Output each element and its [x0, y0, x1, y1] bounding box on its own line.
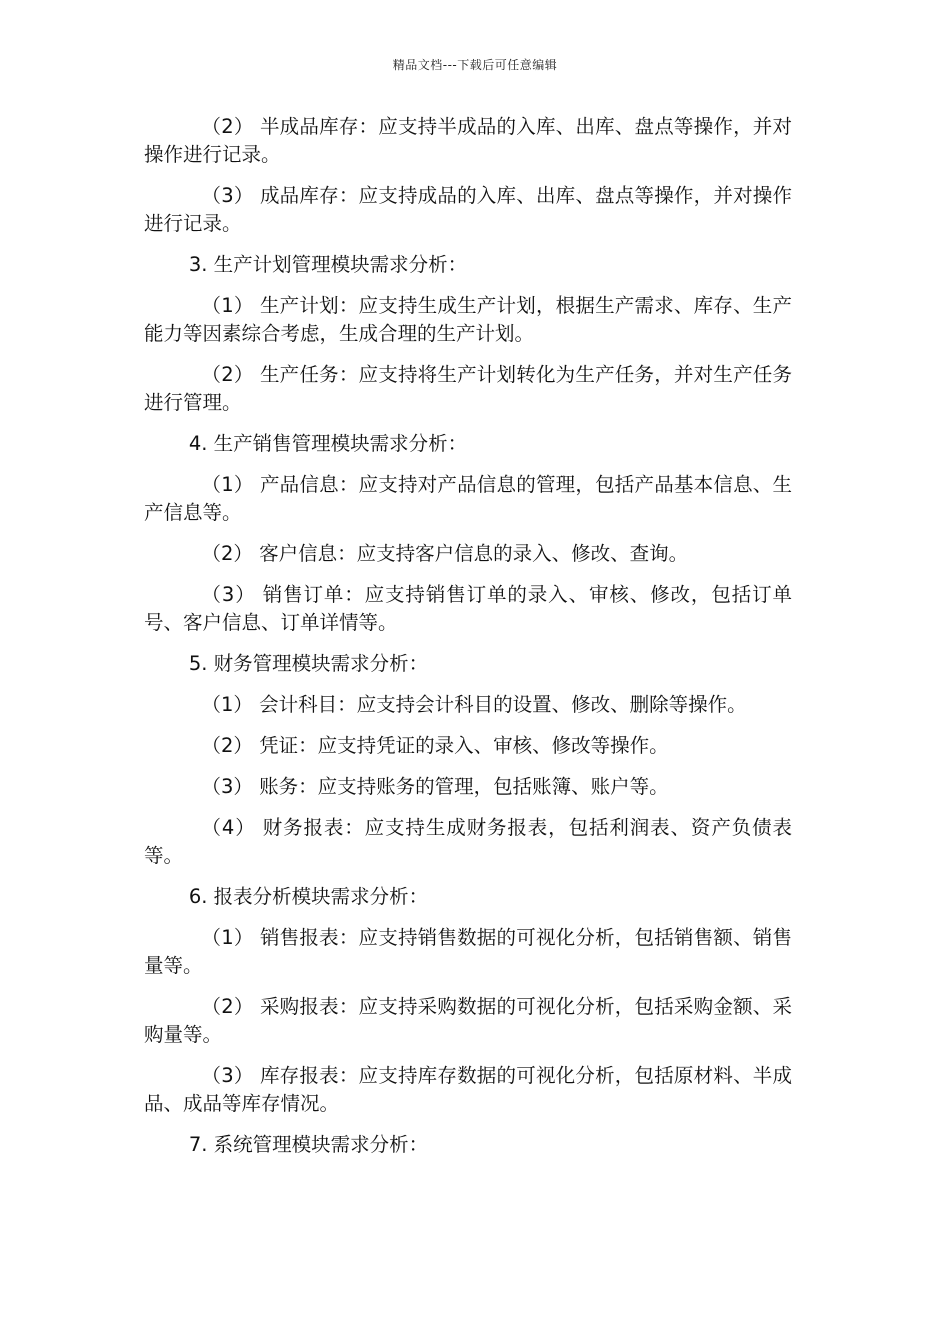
paragraph-accounting-subjects: （1） 会计科目：应支持会计科目的设置、修改、删除等操作。 [201, 693, 747, 716]
section-heading-production-sales: 4. 生产销售管理模块需求分析： [188, 432, 468, 455]
paragraph-product-info: （1） 产品信息：应支持对产品信息的管理，包括产品基本信息、生产信息等。 [144, 473, 792, 524]
paragraph-financial-statements: （4） 财务报表：应支持生成财务报表，包括利润表、资产负债表等。 [144, 816, 792, 867]
paragraph-production-plan: （1） 生产计划：应支持生成生产计划，根据生产需求、库存、生产能力等因素综合考虑，生成合理的生产计划。 [144, 294, 792, 345]
section-heading-finance: 5. 财务管理模块需求分析： [188, 652, 429, 675]
paragraph-semi-finished-inventory: （2） 半成品库存：应支持半成品的入库、出库、盘点等操作，并对操作进行记录。 [144, 115, 792, 166]
paragraph-purchase-report: （2） 采购报表：应支持采购数据的可视化分析，包括采购金额、采购量等。 [144, 995, 792, 1046]
paragraph-accounts: （3） 账务：应支持账务的管理，包括账簿、账户等。 [201, 775, 669, 798]
section-heading-production-planning: 3. 生产计划管理模块需求分析： [188, 253, 468, 276]
paragraph-finished-inventory: （3） 成品库存：应支持成品的入库、出库、盘点等操作，并对操作进行记录。 [144, 184, 792, 235]
section-heading-report-analysis: 6. 报表分析模块需求分析： [188, 885, 429, 908]
paragraph-customer-info: （2） 客户信息：应支持客户信息的录入、修改、查询。 [201, 542, 689, 565]
document-body [144, 113, 792, 1172]
paragraph-sales-order: （3） 销售订单：应支持销售订单的录入、审核、修改，包括订单号、客户信息、订单详情等。 [144, 583, 792, 634]
paragraph-sales-report: （1） 销售报表：应支持销售数据的可视化分析，包括销售额、销售量等。 [144, 926, 792, 977]
section-heading-system-management: 7. 系统管理模块需求分析： [188, 1133, 429, 1156]
paragraph-vouchers: （2） 凭证：应支持凭证的录入、审核、修改等操作。 [201, 734, 669, 757]
paragraph-production-task: （2） 生产任务：应支持将生产计划转化为生产任务，并对生产任务进行管理。 [144, 363, 792, 414]
paragraph-inventory-report: （3） 库存报表：应支持库存数据的可视化分析，包括原材料、半成品、成品等库存情况。 [144, 1064, 792, 1115]
page-header: 精品文档---下载后可任意编辑 [392, 58, 558, 72]
